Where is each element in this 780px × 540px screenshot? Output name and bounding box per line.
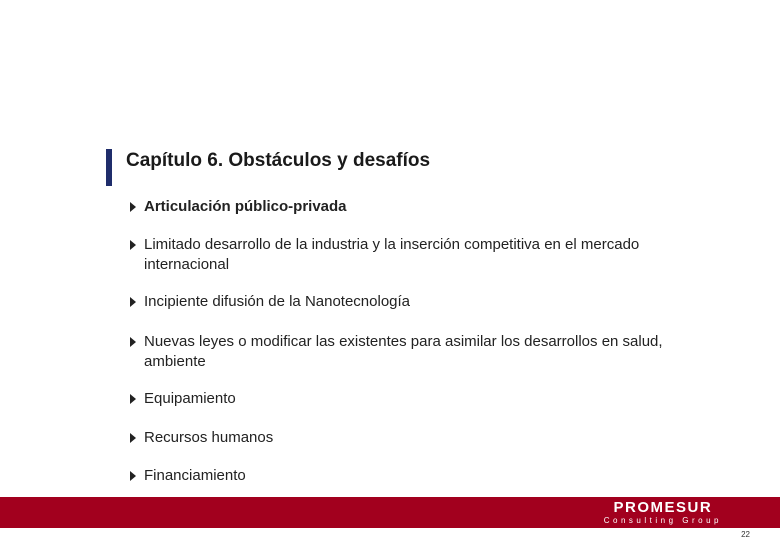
triangle-right-icon — [130, 471, 136, 481]
triangle-right-icon — [130, 394, 136, 404]
triangle-right-icon — [130, 337, 136, 347]
triangle-right-icon — [130, 297, 136, 307]
slide-title: Capítulo 6. Obstáculos y desafíos — [126, 150, 431, 171]
bullet-text: Articulación público-privada — [144, 198, 347, 215]
logo-sub-text: Consulting Group — [603, 516, 722, 525]
bullet-item — [130, 332, 704, 372]
bullet-text: Equipamiento — [144, 390, 236, 407]
title-accent-bar — [106, 149, 112, 186]
bullet-text: Incipiente difusión de la Nanotecnología — [144, 293, 411, 310]
triangle-right-icon — [130, 433, 136, 443]
triangle-right-icon — [130, 202, 136, 212]
bullet-item — [130, 197, 704, 217]
bullet-text: Nuevas leyes o modificar las existentes para asimilar los desarrollos en salud, ambiente — [144, 333, 663, 370]
bullet-item — [130, 292, 704, 312]
company-logo — [604, 500, 722, 526]
bullet-item — [130, 235, 704, 275]
bullet-item — [130, 466, 704, 486]
triangle-right-icon — [130, 240, 136, 250]
bullet-item — [130, 428, 704, 448]
bullet-item — [130, 389, 704, 409]
page-number: 22 — [741, 530, 750, 539]
bullet-text: Financiamiento — [144, 467, 246, 484]
logo-main-text: PROMESUR — [613, 499, 713, 516]
bullet-text: Recursos humanos — [144, 429, 274, 446]
bullet-text: Limitado desarrollo de la industria y la inserción competitiva en el mercado internacional — [144, 236, 640, 273]
